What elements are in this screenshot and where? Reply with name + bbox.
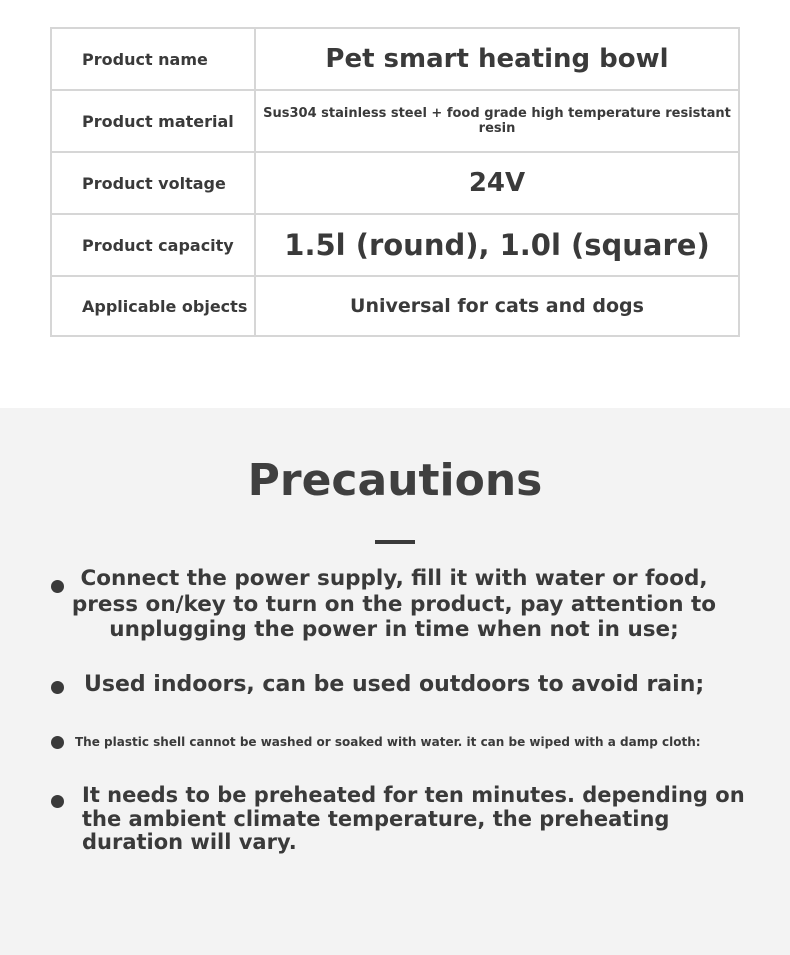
- product-capacity-label: Product capacity: [51, 214, 255, 276]
- applicable-objects-label: Applicable objects: [51, 276, 255, 336]
- table-row: [51, 28, 739, 90]
- bullet-icon: [51, 681, 64, 694]
- table-row: [51, 214, 739, 276]
- precaution-item: It needs to be preheated for ten minutes. depending on the ambient climate temperature, the preheating duration will vary.: [82, 783, 745, 854]
- applicable-objects-value: Universal for cats and dogs: [255, 276, 739, 336]
- table-row: [51, 276, 739, 336]
- table-row: [51, 152, 739, 214]
- precautions-title: Precautions: [247, 455, 543, 506]
- bullet-icon: [51, 795, 64, 808]
- product-voltage-value: 24V: [255, 152, 739, 214]
- precaution-item: Connect the power supply, fill it with water or food, press on/key to turn on the product, pay attention to unplugging the power in time when not in use;: [71, 566, 717, 642]
- product-name-label: Product name: [51, 28, 255, 90]
- precaution-item: The plastic shell cannot be washed or soaked with water. it can be wiped with a damp cloth:: [75, 735, 701, 749]
- product-capacity-value: 1.5l (round), 1.0l (square): [255, 214, 739, 276]
- spec-section: [0, 0, 790, 408]
- table-row: [51, 90, 739, 152]
- product-voltage-label: Product voltage: [51, 152, 255, 214]
- product-name-value: Pet smart heating bowl: [255, 28, 739, 90]
- spec-table: [50, 27, 740, 337]
- product-material-value: Sus304 stainless steel + food grade high temperature resistant resin: [255, 90, 739, 152]
- title-divider: [375, 540, 415, 544]
- product-material-label: Product material: [51, 90, 255, 152]
- bullet-icon: [51, 736, 64, 749]
- precaution-item: Used indoors, can be used outdoors to avoid rain;: [84, 672, 705, 697]
